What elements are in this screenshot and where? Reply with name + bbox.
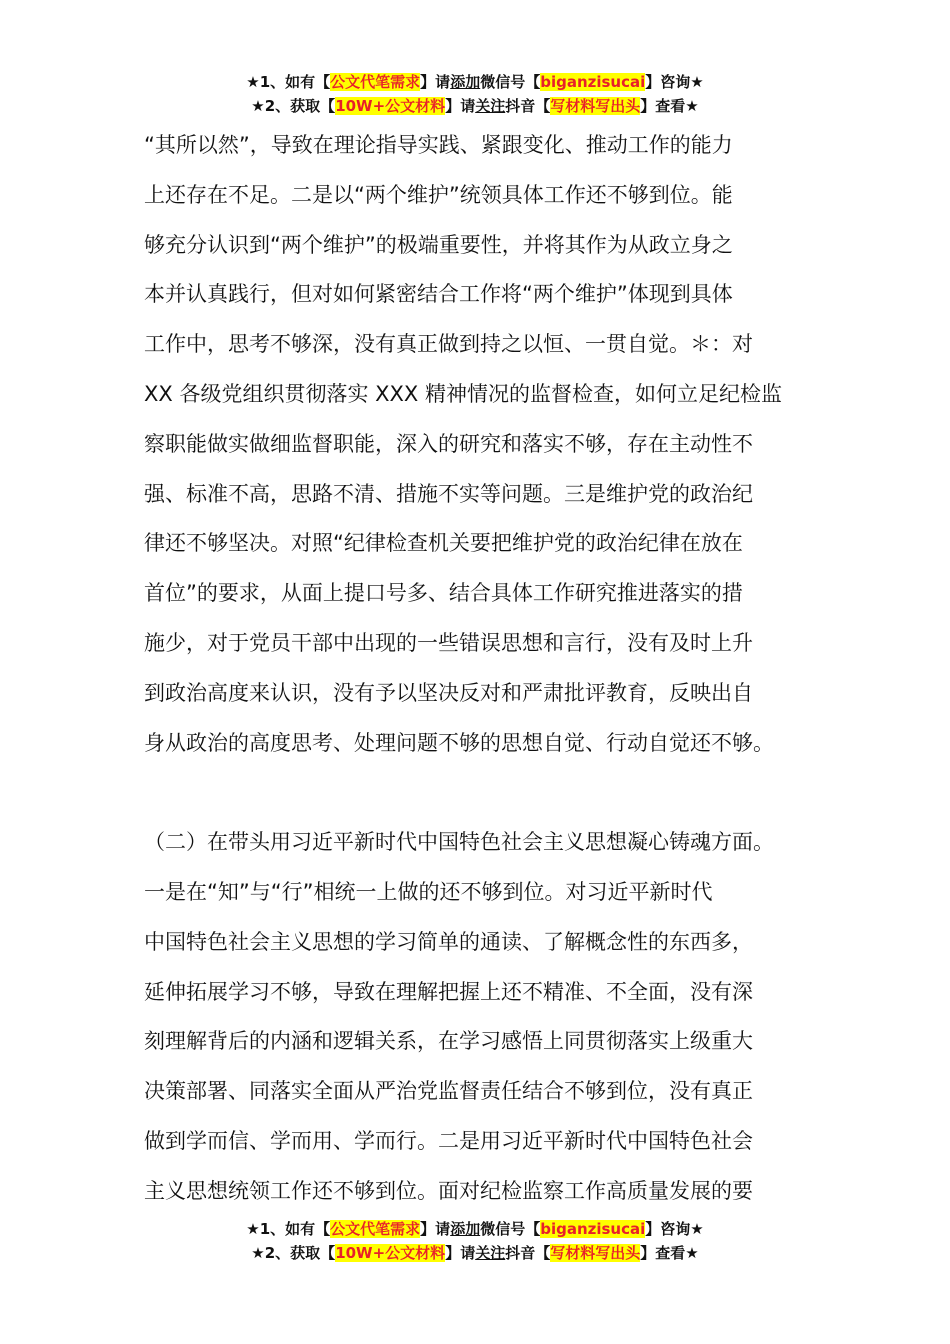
body-line: 做到学而信、学而用、学而行。二是用习近平新时代中国特色社会 xyxy=(144,1128,753,1153)
body-line: XX 各级党组织贯彻落实 XXX 精神情况的监督检查，如何立足纪检监 xyxy=(144,381,782,406)
body-line: 延伸拓展学习不够，导致在理解把握上还不精准、不全面，没有深 xyxy=(144,979,753,1004)
body-line: 身从政治的高度思考、处理问题不够的思想自觉、行动自觉还不够。 xyxy=(144,730,774,755)
banner-text: ★1、如有【 xyxy=(246,73,331,91)
banner-underlined-text: 关注 xyxy=(475,97,506,115)
body-line: “其所以然”，导致在理论指导实践、紧跟变化、推动工作的能力 xyxy=(144,133,733,157)
body-line: 够充分认识到“两个维护”的极端重要性，并将其作为从政立身之 xyxy=(144,232,733,257)
banner-highlight: biganzisucai xyxy=(540,1220,646,1238)
banner-text: 】请 xyxy=(420,1220,451,1238)
banner-highlight: biganzisucai xyxy=(540,73,646,91)
banner-text: 微信号【 xyxy=(480,1220,541,1238)
body-line: 决策部署、同落实全面从严治党监督责任结合不够到位，没有真正 xyxy=(144,1079,753,1104)
banner-text: 】咨询★ xyxy=(645,73,704,91)
banner-highlight: 10W+公文材料 xyxy=(335,1244,446,1262)
body-line: 本并认真践行，但对如何紧密结合工作将“两个维护”体现到具体 xyxy=(144,282,733,307)
banner-line-2 xyxy=(0,94,950,118)
banner-underlined-text: 添加 xyxy=(450,73,481,91)
header-banner xyxy=(0,70,950,118)
banner-underlined-text: 添加 xyxy=(450,1220,481,1238)
body-line: 中国特色社会主义思想的学习简单的通读、了解概念性的东西多， xyxy=(144,929,753,954)
banner-text: ★1、如有【 xyxy=(246,1220,331,1238)
body-line: 主义思想统领工作还不够到位。面对纪检监察工作高质量发展的要 xyxy=(144,1178,753,1203)
banner-highlight: 公文代笔需求 xyxy=(330,1220,421,1238)
banner-highlight: 公文代笔需求 xyxy=(330,73,421,91)
banner-text: 】请 xyxy=(445,1244,476,1262)
body-line: 一是在“知”与“行”相统一上做的还不够到位。对习近平新时代 xyxy=(144,879,713,904)
banner-highlight: 写材料写出头 xyxy=(550,1244,641,1262)
body-line: 察职能做实做细监督职能，深入的研究和落实不够，存在主动性不 xyxy=(144,431,753,456)
banner-line-1 xyxy=(0,1217,950,1241)
banner-text: ★2、获取【 xyxy=(251,1244,336,1262)
banner-text: 】请 xyxy=(445,97,476,115)
section-heading: （二）在带头用习近平新时代中国特色社会主义思想凝心铸魂方面。 xyxy=(144,830,774,855)
banner-text: 】咨询★ xyxy=(645,1220,704,1238)
banner-underlined-text: 关注 xyxy=(475,1244,506,1262)
banner-text: ★2、获取【 xyxy=(251,97,336,115)
body-line: 律还不够坚决。对照“纪律检查机关要把维护党的政治纪律在放在 xyxy=(144,531,743,556)
banner-highlight: 10W+公文材料 xyxy=(335,97,446,115)
banner-text: 】查看★ xyxy=(640,97,699,115)
banner-text: 抖音【 xyxy=(505,1244,551,1262)
body-line: 工作中，思考不够深，没有真正做到持之以恒、一贯自觉。＊：对 xyxy=(144,332,753,357)
body-line: 首位”的要求，从面上提口号多、结合具体工作研究推进落实的措 xyxy=(144,581,743,606)
footer-banner xyxy=(0,1217,950,1265)
banner-text: 抖音【 xyxy=(505,97,551,115)
banner-text: 】查看★ xyxy=(640,1244,699,1262)
banner-line-2 xyxy=(0,1241,950,1265)
body-line: 上还存在不足。二是以“两个维护”统领具体工作还不够到位。能 xyxy=(144,182,733,207)
body-line: 施少，对于党员干部中出现的一些错误思想和言行，没有及时上升 xyxy=(144,630,753,655)
banner-text: 】请 xyxy=(420,73,451,91)
banner-line-1 xyxy=(0,70,950,94)
banner-text: 微信号【 xyxy=(480,73,541,91)
body-line: 到政治高度来认识，没有予以坚决反对和严肃批评教育，反映出自 xyxy=(144,680,753,705)
paragraph-gap xyxy=(144,768,824,818)
body-line: 强、标准不高，思路不清、措施不实等问题。三是维护党的政治纪 xyxy=(144,481,753,506)
document-body xyxy=(144,121,824,1217)
body-line: 刻理解背后的内涵和逻辑关系，在学习感悟上同贯彻落实上级重大 xyxy=(144,1029,753,1054)
banner-highlight: 写材料写出头 xyxy=(550,97,641,115)
